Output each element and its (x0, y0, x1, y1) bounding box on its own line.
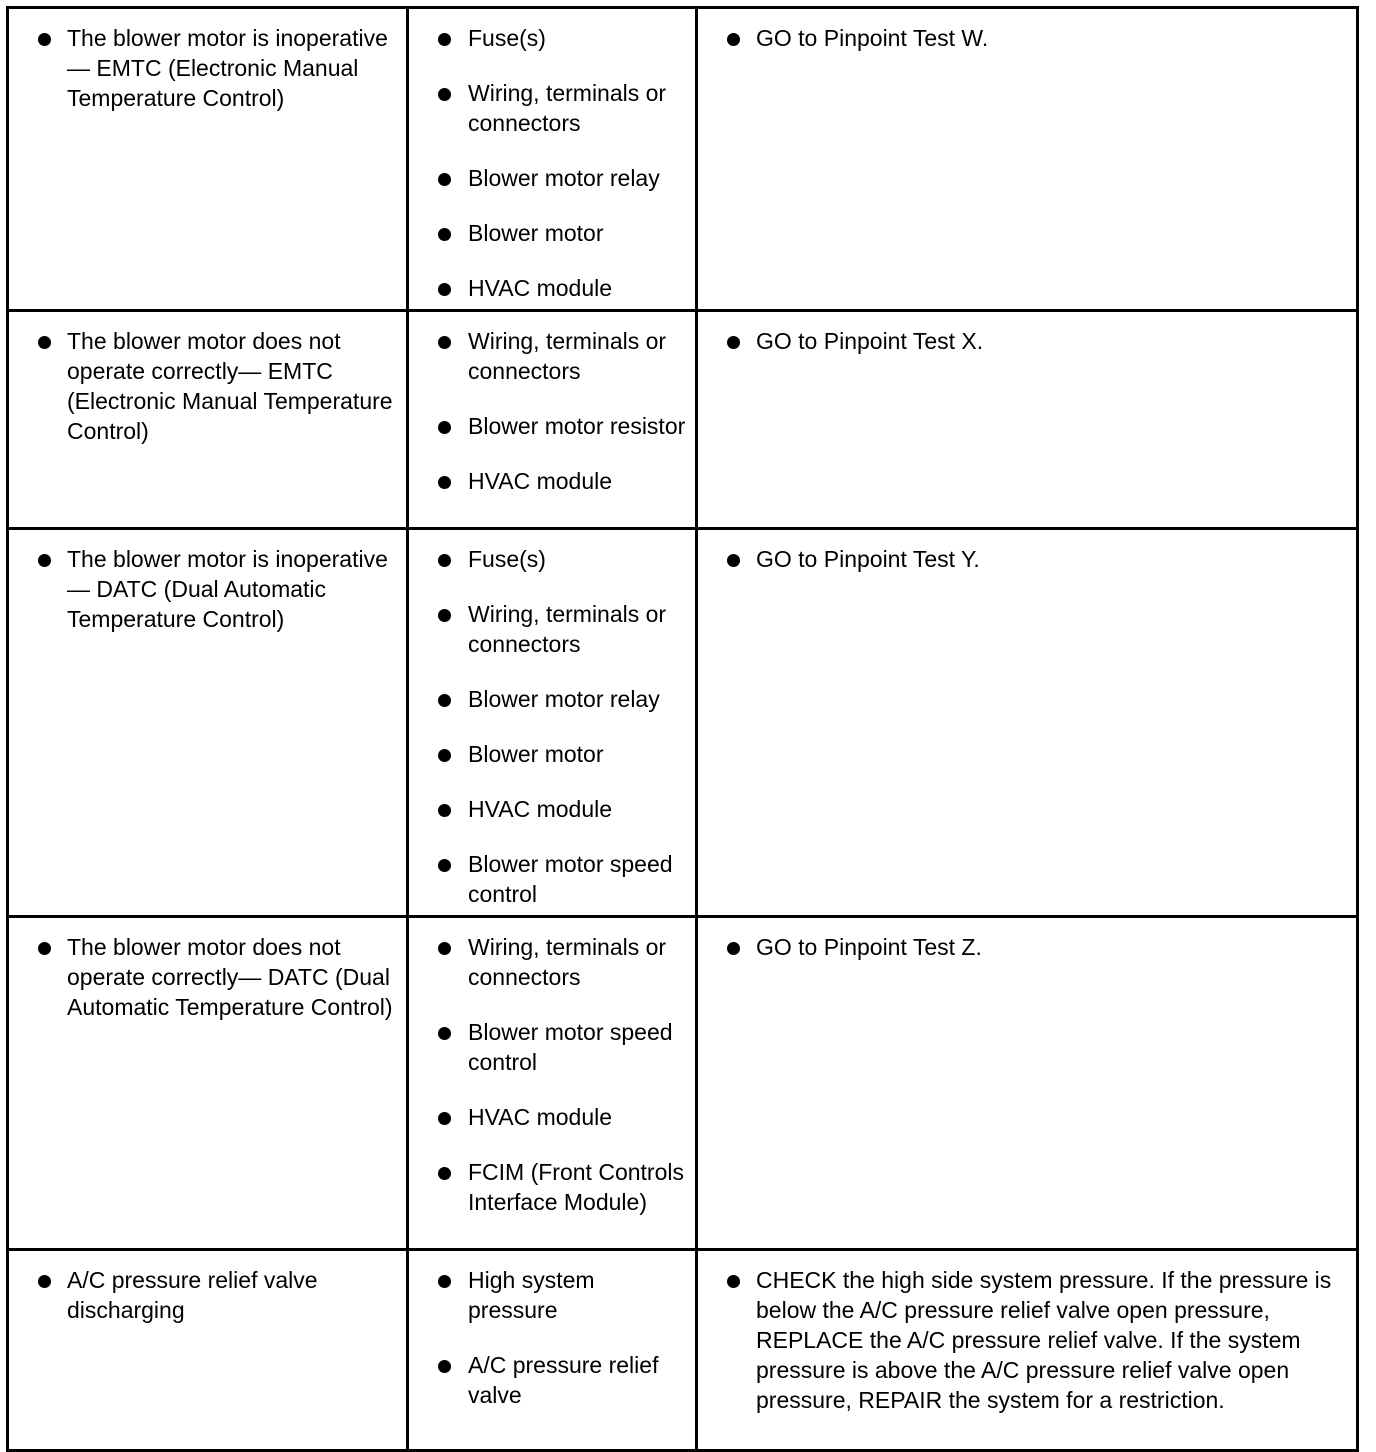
possible-source-cell (408, 917, 697, 1250)
list-item (417, 794, 687, 824)
list-item (17, 932, 398, 1022)
item-text: The blower motor is inoperative— DATC (Dual Automatic Temperature Control) (67, 546, 388, 632)
table-row (8, 1250, 1358, 1451)
bullet-icon (438, 1112, 451, 1125)
list-item (417, 544, 687, 574)
item-text: Wiring, terminals or connectors (468, 601, 667, 657)
item-text: The blower motor does not operate correctly— EMTC (Electronic Manual Temperature Control) (67, 328, 393, 444)
bullet-icon (438, 749, 451, 762)
table-body (8, 8, 1358, 1451)
possible-source-cell (408, 529, 697, 917)
list-item (417, 849, 687, 909)
bullet-icon (438, 694, 451, 707)
item-text: Blower motor relay (468, 165, 660, 191)
bullet-icon (438, 1275, 451, 1288)
bullet-icon (38, 942, 51, 955)
list-item (417, 684, 687, 714)
list-item (417, 932, 687, 992)
bullet-icon (727, 554, 740, 567)
list-item (417, 218, 687, 248)
bullet-icon (438, 173, 451, 186)
bullet-icon (727, 1275, 740, 1288)
bullet-icon (438, 1360, 451, 1373)
symptom-chart-table (6, 6, 1359, 1452)
bullet-icon (438, 804, 451, 817)
item-text: Wiring, terminals or connectors (468, 328, 667, 384)
item-text: Blower motor relay (468, 686, 660, 712)
bullet-icon (38, 336, 51, 349)
list-item (417, 78, 687, 138)
possible-source-cell (408, 8, 697, 311)
item-text: A/C pressure relief valve (468, 1352, 659, 1408)
bullet-icon (438, 228, 451, 241)
item-text: HVAC module (468, 1104, 613, 1130)
item-text: Fuse(s) (468, 546, 546, 572)
item-text: HVAC module (468, 468, 613, 494)
item-text: HVAC module (468, 796, 613, 822)
action-cell (697, 8, 1358, 311)
item-text: FCIM (Front Controls Interface Module) (468, 1159, 684, 1215)
item-text: CHECK the high side system pressure. If the pressure is below the A/C pressure relief valve open pressure, REPLACE the A/C pressure relief valve. If the system pressure is above the A/C pressure relief valve open pressure, REPAIR the system for a restriction. (756, 1267, 1332, 1413)
list-item (417, 1102, 687, 1132)
item-text: The blower motor is inoperative— EMTC (Electronic Manual Temperature Control) (67, 25, 388, 111)
condition-cell (8, 529, 408, 917)
item-text: The blower motor does not operate correctly— DATC (Dual Automatic Temperature Control) (67, 934, 393, 1020)
list-item (706, 932, 1348, 962)
list-item (417, 466, 687, 496)
table-row (8, 529, 1358, 917)
table-row (8, 917, 1358, 1250)
list-item (17, 1265, 398, 1325)
list-item (706, 326, 1348, 356)
bullet-icon (438, 609, 451, 622)
item-text: Fuse(s) (468, 25, 546, 51)
bullet-icon (438, 421, 451, 434)
item-text: High system pressure (468, 1267, 595, 1323)
list-item (417, 1265, 687, 1325)
list-item (706, 23, 1348, 53)
list-item (17, 23, 398, 113)
condition-cell (8, 1250, 408, 1451)
bullet-icon (727, 942, 740, 955)
bullet-icon (38, 1275, 51, 1288)
list-item (417, 1157, 687, 1217)
list-item (417, 23, 687, 53)
list-item (417, 1017, 687, 1077)
condition-cell (8, 8, 408, 311)
table-row (8, 311, 1358, 529)
bullet-icon (38, 554, 51, 567)
item-text: GO to Pinpoint Test W. (756, 25, 989, 51)
item-text: Blower motor (468, 220, 604, 246)
list-item (417, 739, 687, 769)
item-text: Blower motor speed control (468, 1019, 673, 1075)
bullet-icon (38, 33, 51, 46)
list-item (706, 544, 1348, 574)
condition-cell (8, 311, 408, 529)
action-cell (697, 1250, 1358, 1451)
item-text: GO to Pinpoint Test X. (756, 328, 984, 354)
bullet-icon (438, 33, 451, 46)
item-text: GO to Pinpoint Test Z. (756, 934, 982, 960)
list-item (417, 273, 687, 303)
bullet-icon (727, 336, 740, 349)
bullet-icon (438, 554, 451, 567)
bullet-icon (438, 859, 451, 872)
bullet-icon (438, 476, 451, 489)
item-text: Wiring, terminals or connectors (468, 934, 667, 990)
action-cell (697, 917, 1358, 1250)
list-item (417, 326, 687, 386)
bullet-icon (438, 283, 451, 296)
item-text: Blower motor (468, 741, 604, 767)
list-item (17, 544, 398, 634)
bullet-icon (438, 1167, 451, 1180)
item-text: HVAC module (468, 275, 613, 301)
item-text: Wiring, terminals or connectors (468, 80, 667, 136)
action-cell (697, 529, 1358, 917)
list-item (417, 599, 687, 659)
possible-source-cell (408, 1250, 697, 1451)
item-text: Blower motor speed control (468, 851, 673, 907)
table-row (8, 8, 1358, 311)
possible-source-cell (408, 311, 697, 529)
bullet-icon (438, 1027, 451, 1040)
list-item (417, 1350, 687, 1410)
list-item (417, 411, 687, 441)
list-item (706, 1265, 1348, 1415)
list-item (417, 163, 687, 193)
bullet-icon (438, 942, 451, 955)
bullet-icon (727, 33, 740, 46)
action-cell (697, 311, 1358, 529)
bullet-icon (438, 336, 451, 349)
bullet-icon (438, 88, 451, 101)
condition-cell (8, 917, 408, 1250)
item-text: GO to Pinpoint Test Y. (756, 546, 980, 572)
item-text: A/C pressure relief valve discharging (67, 1267, 318, 1323)
list-item (17, 326, 398, 446)
item-text: Blower motor resistor (468, 413, 686, 439)
